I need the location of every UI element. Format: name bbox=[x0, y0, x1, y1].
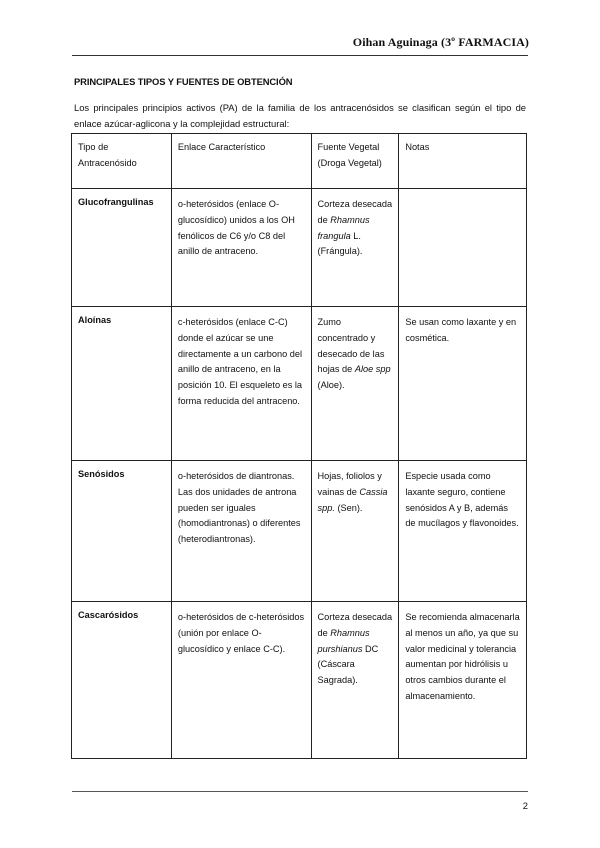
row-fuente-text bbox=[318, 610, 393, 689]
header-author: Oihan Aguinaga (3º FARMACIA) bbox=[352, 35, 529, 49]
row-fuente-cell bbox=[311, 189, 399, 307]
intro-paragraph: Los principales principios activos (PA) de la familia de los antracenósidos se clasifican según el tipo de enlace azúcar-aglicona y la complejidad estructural: bbox=[74, 102, 526, 129]
fuente-post: (Sen). bbox=[334, 502, 363, 513]
fuente-post: DC (Cáscara Sagrada). bbox=[317, 643, 379, 686]
row-tipo-cell: Aloínas bbox=[72, 307, 172, 461]
row-enlace-cell bbox=[171, 602, 311, 759]
row-enlace-text: o-heterósidos (enlace O-glucosídico) unidos a los OH fenólicos de C6 y/o C8 del anillo de antraceno. bbox=[177, 199, 295, 257]
fuente-species: Rhamnus frangula bbox=[317, 214, 370, 241]
header-divider bbox=[72, 55, 528, 56]
row-notas-cell bbox=[399, 602, 527, 759]
table-row bbox=[72, 307, 527, 461]
row-notas-cell bbox=[399, 307, 527, 461]
fuente-post: L. (Frángula). bbox=[317, 230, 363, 257]
row-fuente-cell bbox=[311, 461, 399, 602]
fuente-pre: Hojas, foliolos y vainas de bbox=[317, 471, 382, 497]
fuente-pre: Corteza desecada de bbox=[317, 199, 393, 225]
header-tipo-line1: Tipo de bbox=[78, 142, 109, 152]
row-tipo-cell: Senósidos bbox=[72, 461, 172, 602]
row-notas-cell bbox=[399, 461, 527, 602]
row-fuente-cell bbox=[311, 307, 399, 461]
row-fuente-text bbox=[318, 469, 393, 516]
header-cell-notas bbox=[399, 134, 527, 189]
header-cell-tipo bbox=[72, 134, 172, 189]
row-notas-text: Se usan como laxante y en cosmética. bbox=[405, 317, 517, 343]
fuente-post: (Aloe). bbox=[317, 380, 345, 391]
table-row bbox=[72, 602, 527, 759]
fuente-pre: Zumo concentrado y desecado de las hojas de bbox=[317, 317, 385, 375]
header-cell-fuente bbox=[311, 134, 399, 189]
row-enlace-text: o-heterósidos de c-heterósidos (unión por enlace O-glucosídico y enlace C-C). bbox=[177, 612, 305, 654]
fuente-species: Cassia spp. bbox=[317, 486, 388, 513]
header-notas: Notas bbox=[405, 142, 430, 152]
antracenosidos-table bbox=[71, 133, 527, 759]
row-fuente-text bbox=[318, 197, 393, 260]
header-fuente-line2: (Droga Vegetal) bbox=[317, 157, 382, 168]
header-fuente-line1: Fuente Vegetal bbox=[317, 142, 380, 152]
table-row bbox=[72, 461, 527, 602]
row-enlace-text: c-heterósidos (enlace C-C) donde el azúcar se une directamente a un carbono del anillo de antraceno, en la posición 10. El esqueleto es la forma reducida del antraceno. bbox=[177, 317, 303, 406]
row-fuente-cell bbox=[311, 602, 399, 759]
header-cell-enlace bbox=[171, 134, 311, 189]
table-row bbox=[72, 189, 527, 307]
page-number: 2 bbox=[522, 800, 528, 811]
row-enlace-text: o-heterósidos de diantronas. Las dos unidades de antrona pueden ser iguales (homodiantronas) o diferentes (heterodiantronas). bbox=[177, 471, 301, 545]
footer-divider bbox=[72, 791, 528, 792]
row-enlace-cell bbox=[171, 189, 311, 307]
fuente-species: Rhamnus purshianus bbox=[317, 627, 370, 654]
row-notas-cell bbox=[399, 189, 527, 307]
row-enlace-cell bbox=[171, 307, 311, 461]
header-enlace: Enlace Característico bbox=[177, 142, 266, 152]
row-tipo-cell: Glucofrangulinas bbox=[72, 189, 172, 307]
fuente-species: Aloe spp bbox=[354, 364, 391, 375]
section-title: PRINCIPALES TIPOS Y FUENTES DE OBTENCIÓN bbox=[74, 76, 293, 87]
row-fuente-text bbox=[318, 315, 393, 394]
table-header-row bbox=[72, 134, 527, 189]
header-tipo-line2: Antracenósido bbox=[78, 157, 137, 168]
row-notas-text: Especie usada como laxante seguro, contiene senósidos A y B, además de mucílagos y flavonoides. bbox=[405, 471, 519, 529]
fuente-pre: Corteza desecada de bbox=[317, 612, 393, 638]
row-enlace-cell bbox=[171, 461, 311, 602]
row-tipo-cell: Cascarósidos bbox=[72, 602, 172, 759]
row-notas-text: Se recomienda almacenarla al menos un año, ya que su valor medicinal y tolerancia aumentan por hidrólisis u otros cambios durante el almacenamiento. bbox=[405, 612, 520, 701]
